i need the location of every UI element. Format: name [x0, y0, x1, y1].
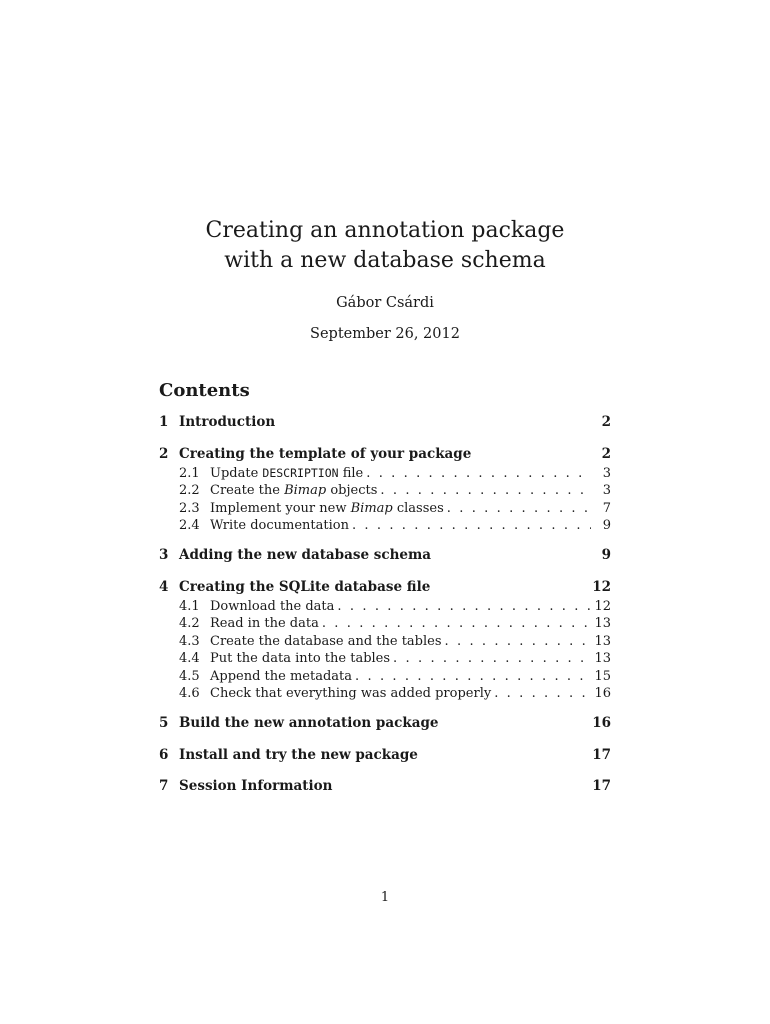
toc-subsection-title: Create the database and the tables: [210, 633, 442, 649]
toc-page-number: 2: [601, 445, 611, 462]
page-number: 1: [380, 890, 390, 905]
toc-section-number: 2: [159, 445, 169, 462]
toc-leader-dots: [319, 616, 591, 631]
toc-page-number: 12: [592, 578, 611, 595]
toc-page-number: 7: [602, 500, 611, 516]
contents-heading: Contents: [159, 380, 250, 401]
toc-subsection-title: Implement your new Bimap classes: [210, 500, 444, 516]
toc-leader-dots: [352, 669, 591, 684]
toc-subsection-number: 4.1: [179, 598, 200, 614]
toc-subsection-create-database[interactable]: [159, 634, 611, 652]
toc-section-number: 3: [159, 547, 169, 563]
toc-page-number: 15: [594, 668, 611, 684]
toc-section-install-package[interactable]: [159, 747, 611, 767]
toc-subsection-number: 4.3: [179, 633, 200, 649]
toc-subsection-write-documentation[interactable]: [159, 518, 611, 536]
toc-subsection-title: Update DESCRIPTION file: [210, 465, 364, 481]
toc-subsection-number: 2.2: [179, 483, 200, 498]
title-block: [0, 216, 770, 342]
toc-page-number: 9: [601, 547, 611, 563]
toc-page-number: 12: [594, 598, 611, 614]
toc-section-number: 4: [159, 578, 169, 595]
document-title-line-1: Creating an annotation package: [205, 218, 565, 243]
toc-section-title: Adding the new database schema: [179, 547, 432, 563]
toc-section-database-schema[interactable]: [159, 547, 611, 567]
toc-leader-dots: [363, 466, 591, 481]
toc-subsection-number: 4.2: [179, 616, 200, 631]
toc-subsection-implement-bimap[interactable]: [159, 501, 611, 519]
toc-section-title: Introduction: [179, 414, 276, 430]
toc-page-number: 13: [594, 651, 611, 666]
toc-section-number: 7: [159, 778, 169, 794]
toc-leader-dots: [491, 686, 591, 701]
toc-page-number: 13: [594, 616, 611, 631]
toc-leader-dots: [377, 483, 591, 498]
table-of-contents: [159, 414, 611, 798]
toc-subsection-create-bimap[interactable]: [159, 483, 611, 501]
toc-page-number: 17: [592, 778, 611, 794]
toc-leader-dots: [349, 518, 591, 533]
toc-section-number: 6: [159, 746, 169, 763]
toc-section-sqlite[interactable]: [159, 579, 611, 599]
toc-subsection-put-data[interactable]: [159, 651, 611, 669]
toc-leader-dots: [390, 651, 591, 666]
toc-subsection-number: 4.5: [179, 668, 200, 684]
toc-page-number: 17: [592, 746, 611, 763]
toc-subsection-number: 2.4: [179, 518, 200, 533]
toc-subsection-number: 4.4: [179, 651, 200, 666]
toc-page-number: 9: [602, 518, 611, 533]
toc-section-title: Session Information: [179, 778, 333, 794]
toc-leader-dots: [442, 634, 591, 649]
toc-section-session-information[interactable]: [159, 778, 611, 798]
toc-subsection-title: Read in the data: [210, 616, 319, 631]
toc-subsection-title: Download the data: [210, 598, 335, 614]
toc-subsection-number: 4.6: [179, 686, 200, 701]
toc-page-number: 13: [594, 633, 611, 649]
toc-page-number: 3: [602, 483, 611, 498]
toc-subsection-read-data[interactable]: [159, 616, 611, 634]
toc-subsection-title: Append the metadata: [210, 668, 353, 684]
toc-section-build-package[interactable]: [159, 715, 611, 735]
toc-subsection-title: Create the Bimap objects: [210, 483, 378, 498]
toc-page-number: 16: [594, 686, 611, 701]
toc-section-number: 5: [159, 715, 169, 731]
toc-subsection-download-data[interactable]: [159, 599, 611, 617]
toc-subsection-title: Put the data into the tables: [210, 651, 391, 666]
toc-subsection-append-metadata[interactable]: [159, 669, 611, 687]
toc-subsection-number: 2.3: [179, 500, 200, 516]
author: Gábor Csárdi: [336, 295, 434, 311]
toc-subsection-title: Write documentation: [210, 518, 349, 533]
toc-subsection-title: Check that everything was added properly: [210, 686, 492, 701]
toc-section-title: Creating the SQLite database file: [179, 578, 431, 595]
toc-section-introduction[interactable]: [159, 414, 611, 434]
toc-section-template[interactable]: [159, 446, 611, 466]
toc-leader-dots: [444, 501, 591, 516]
toc-page-number: 3: [602, 465, 611, 481]
date: September 26, 2012: [310, 326, 460, 342]
toc-section-number: 1: [159, 414, 169, 430]
document-title-line-2: with a new database schema: [224, 248, 546, 273]
toc-section-title: Install and try the new package: [179, 746, 418, 763]
toc-page-number: 2: [601, 414, 611, 430]
toc-section-title: Creating the template of your package: [179, 445, 472, 462]
toc-section-title: Build the new annotation package: [179, 715, 439, 731]
toc-subsection-update-description[interactable]: [159, 466, 611, 484]
toc-leader-dots: [334, 599, 591, 614]
toc-subsection-number: 2.1: [179, 465, 200, 481]
toc-subsection-check-added[interactable]: [159, 686, 611, 704]
toc-page-number: 16: [592, 715, 611, 731]
